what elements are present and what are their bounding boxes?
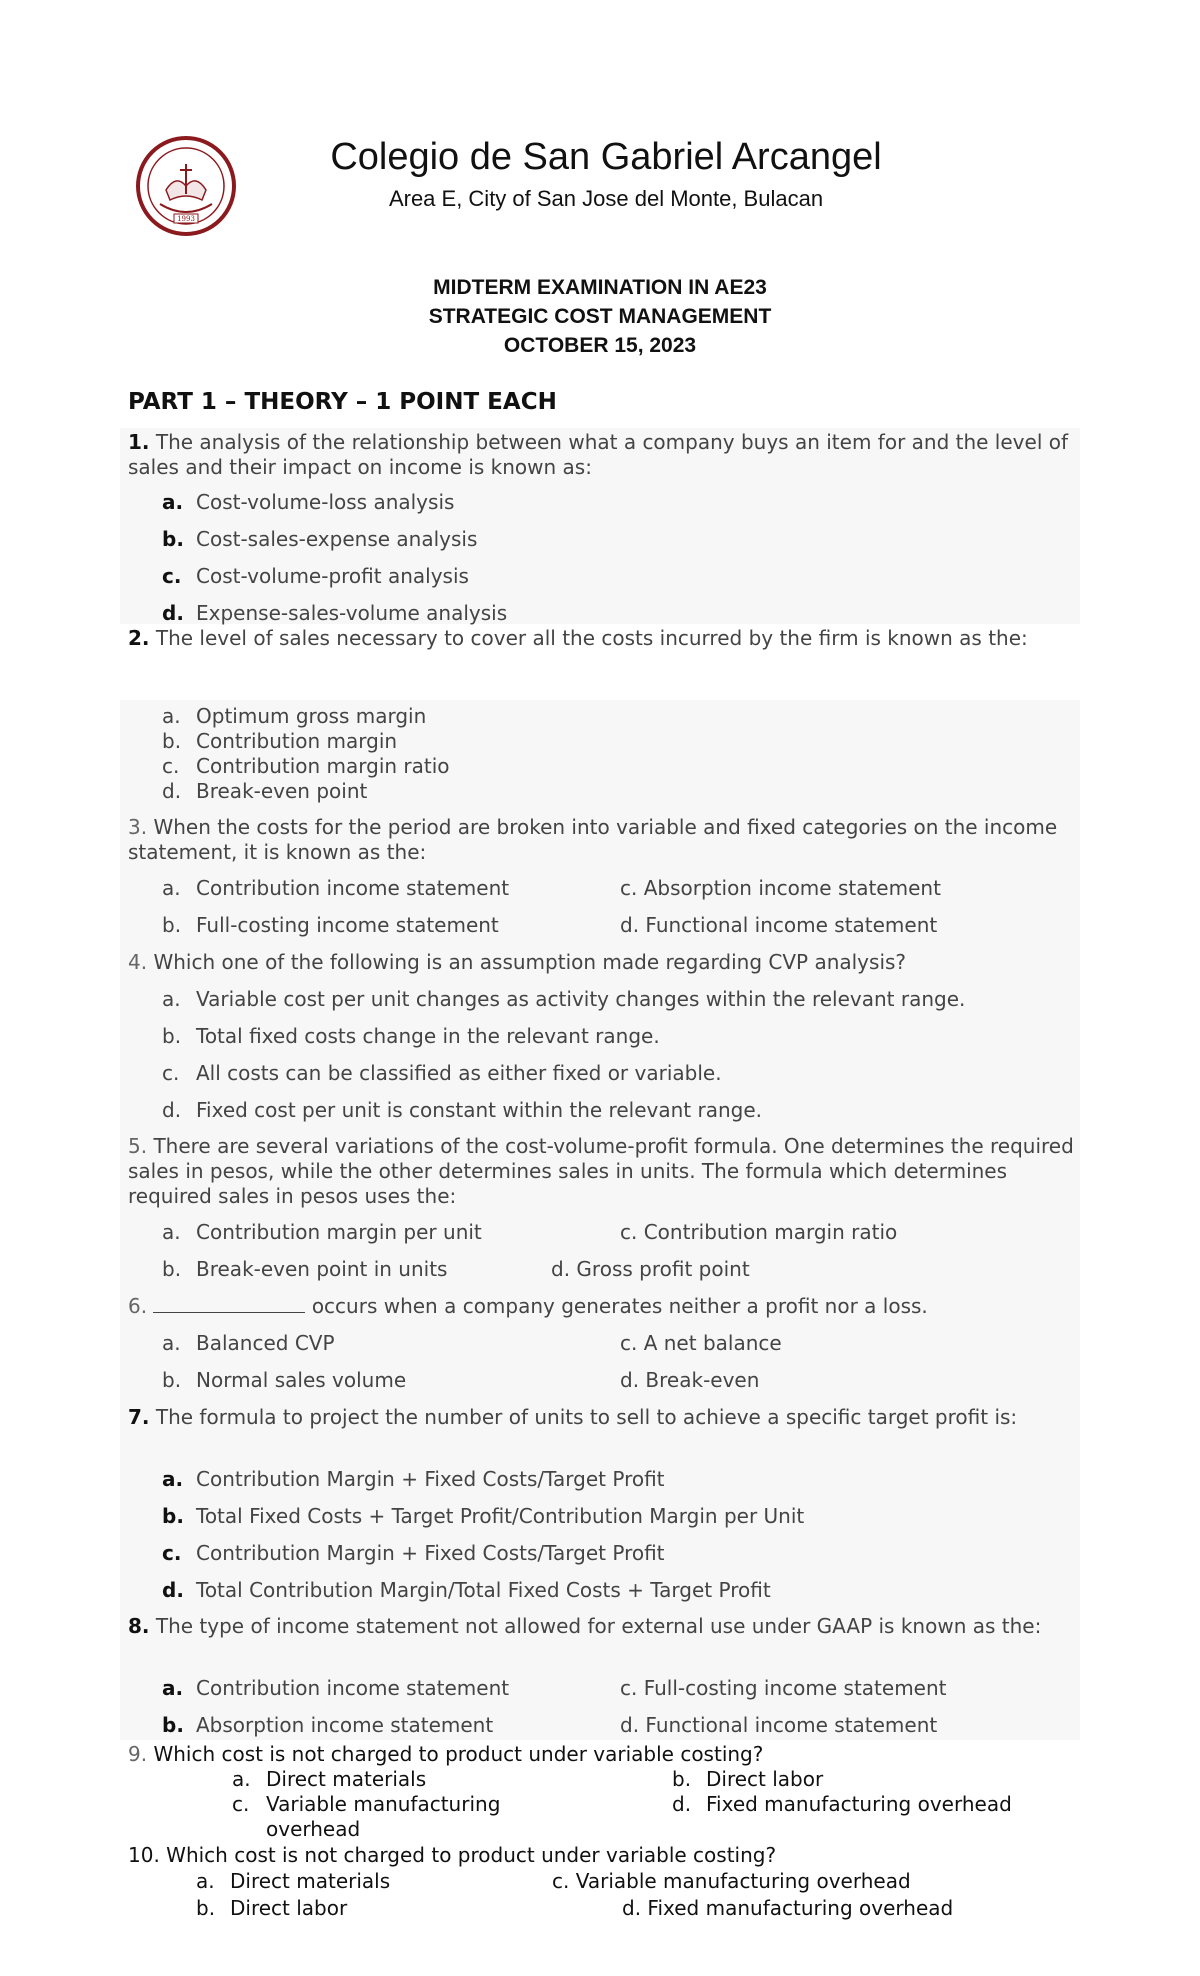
option[interactable]: b. Total fixed costs change in the relevant range. xyxy=(162,1024,660,1048)
question-text: Which cost is not charged to product under variable costing? xyxy=(166,1843,777,1867)
option[interactable]: a. Contribution Margin + Fixed Costs/Target Profit xyxy=(162,1467,665,1491)
option[interactable]: d. Gross profit point xyxy=(551,1257,750,1281)
option[interactable]: d. Total Contribution Margin/Total Fixed Costs + Target Profit xyxy=(162,1578,771,1602)
question-text: The formula to project the number of units to sell to achieve a specific target profit is: xyxy=(155,1405,1018,1429)
option[interactable]: b. Normal sales volume xyxy=(162,1368,407,1392)
option[interactable]: b. Total Fixed Costs + Target Profit/Contribution Margin per Unit xyxy=(162,1504,805,1528)
option[interactable]: d. Break-even point xyxy=(162,779,368,803)
option[interactable]: a. Direct materials xyxy=(232,1767,427,1791)
option[interactable]: c. Cost-volume-profit analysis xyxy=(162,564,469,588)
option[interactable]: d. Fixed manufacturing overhead xyxy=(622,1896,954,1920)
option[interactable]: b. Absorption income statement xyxy=(162,1713,494,1737)
answer-blank[interactable] xyxy=(153,1294,305,1313)
question-number: 9. xyxy=(128,1742,148,1766)
question-text: When the costs for the period are broken into variable and fixed categories on the income statement, it is known as the: xyxy=(128,815,1058,864)
exam-subject: STRATEGIC COST MANAGEMENT xyxy=(428,305,772,328)
option[interactable]: a. Contribution income statement xyxy=(162,876,510,900)
question-5 xyxy=(128,1134,1078,1209)
option[interactable]: c. Contribution margin ratio xyxy=(620,1220,898,1244)
question-7 xyxy=(128,1405,1078,1430)
exam-date: OCTOBER 15, 2023 xyxy=(503,334,697,357)
option[interactable]: b. Full-costing income statement xyxy=(162,913,499,937)
option[interactable]: b. Contribution margin xyxy=(162,729,398,753)
option[interactable]: c. A net balance xyxy=(620,1331,782,1355)
question-10 xyxy=(128,1843,1078,1868)
exam-title: MIDTERM EXAMINATION IN AE23 xyxy=(433,276,767,299)
question-6 xyxy=(128,1294,1078,1319)
option[interactable]: c. Contribution margin ratio xyxy=(162,754,450,778)
seal-year: 1993 xyxy=(177,215,195,223)
question-3 xyxy=(128,815,1078,865)
option[interactable]: d. Functional income statement xyxy=(620,1713,938,1737)
option[interactable]: a. Variable cost per unit changes as activity changes within the relevant range. xyxy=(162,987,966,1011)
question-text: The type of income statement not allowed for external use under GAAP is known as the: xyxy=(155,1614,1042,1638)
question-number: 6. xyxy=(128,1294,148,1318)
question-text: occurs when a company generates neither a profit nor a loss. xyxy=(311,1294,928,1318)
part-title: PART 1 – THEORY – 1 POINT EACH xyxy=(128,389,557,415)
option[interactable]: d. Fixed manufacturing overhead xyxy=(672,1792,1012,1816)
option[interactable]: a. Contribution margin per unit xyxy=(162,1220,482,1244)
question-2 xyxy=(128,626,1078,651)
question-number: 5. xyxy=(128,1134,148,1158)
question-number: 3. xyxy=(128,815,148,839)
question-text: Which cost is not charged to product under variable costing? xyxy=(153,1742,764,1766)
option[interactable]: c. Full-costing income statement xyxy=(620,1676,947,1700)
option[interactable]: b. Cost-sales-expense analysis xyxy=(162,527,478,551)
question-number: 10. xyxy=(128,1843,160,1867)
option[interactable]: d. Break-even xyxy=(620,1368,760,1392)
option[interactable]: d. Functional income statement xyxy=(620,913,938,937)
option[interactable]: a. Contribution income statement xyxy=(162,1676,510,1700)
option[interactable]: b. Direct labor xyxy=(196,1896,348,1920)
question-text: The analysis of the relationship between what a company buys an item for and the level of sales and their impact on income is known as: xyxy=(128,430,1069,479)
question-text: The level of sales necessary to cover all the costs incurred by the firm is known as the: xyxy=(155,626,1028,650)
option[interactable]: c. Variable manufacturing xyxy=(232,1792,501,1816)
option-continued: overhead xyxy=(266,1817,361,1841)
question-text: Which one of the following is an assumption made regarding CVP analysis? xyxy=(153,950,907,974)
option[interactable]: a. Cost-volume-loss analysis xyxy=(162,490,455,514)
question-number: 8. xyxy=(128,1614,150,1638)
question-9 xyxy=(128,1742,1078,1767)
question-8 xyxy=(128,1614,1078,1639)
question-1 xyxy=(128,430,1078,480)
option[interactable]: a. Balanced CVP xyxy=(162,1331,335,1355)
option[interactable]: a. Direct materials xyxy=(196,1869,391,1893)
option[interactable]: b. Break-even point in units xyxy=(162,1257,448,1281)
option[interactable]: c. All costs can be classified as either fixed or variable. xyxy=(162,1061,722,1085)
question-number: 1. xyxy=(128,430,150,454)
option[interactable]: d. Fixed cost per unit is constant within the relevant range. xyxy=(162,1098,762,1122)
option[interactable]: d. Expense-sales-volume analysis xyxy=(162,601,508,625)
question-text: There are several variations of the cost-volume-profit formula. One determines the required sales in pesos, while the other determines sales in units. The formula which determines required sales in pesos uses the: xyxy=(128,1134,1074,1208)
question-number: 7. xyxy=(128,1405,150,1429)
question-number: 4. xyxy=(128,950,148,974)
question-number: 2. xyxy=(128,626,150,650)
school-address: Area E, City of San Jose del Monte, Bulacan xyxy=(388,186,824,211)
option[interactable]: b. Direct labor xyxy=(672,1767,824,1791)
school-name: Colegio de San Gabriel Arcangel xyxy=(330,136,882,178)
option[interactable]: c. Variable manufacturing overhead xyxy=(552,1869,911,1893)
option[interactable]: c. Contribution Margin + Fixed Costs/Target Profit xyxy=(162,1541,665,1565)
option[interactable]: a. Optimum gross margin xyxy=(162,704,427,728)
question-4 xyxy=(128,950,1078,975)
option[interactable]: c. Absorption income statement xyxy=(620,876,941,900)
